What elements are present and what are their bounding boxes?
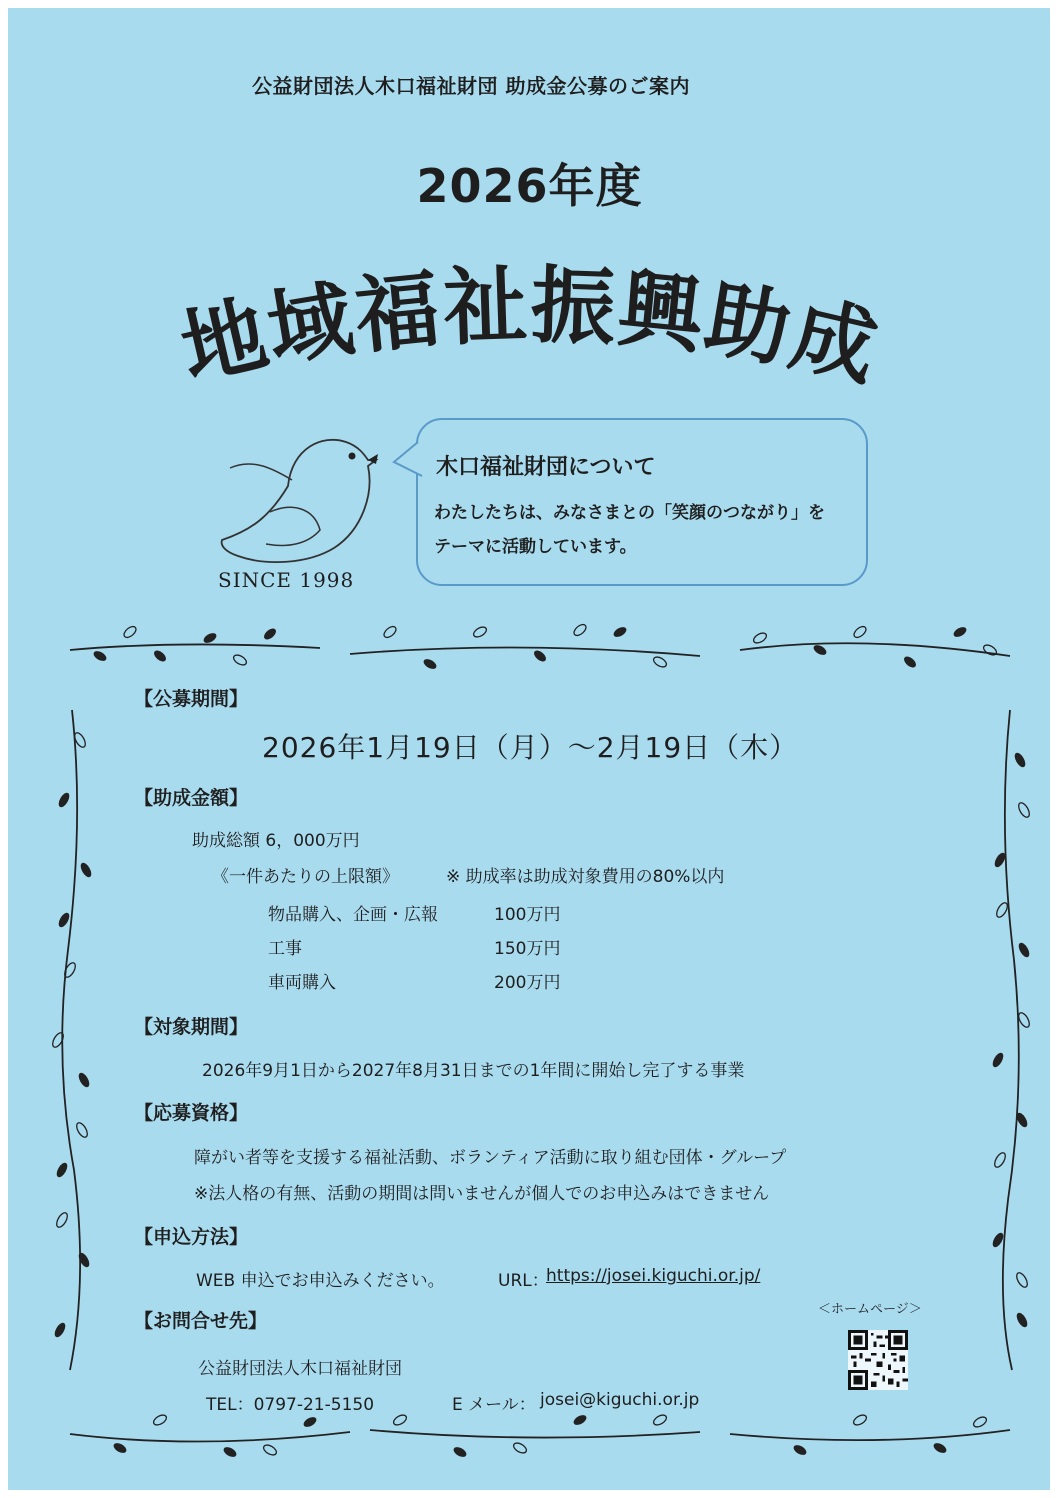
eligibility-line-2: ※法人格の有無、活動の期間は問いませんが個人でのお申込みはできません <box>194 1184 770 1204</box>
svg-text:地域福祉振興助成 <box>172 256 888 399</box>
period-heading: 【公募期間】 <box>134 688 249 710</box>
homepage-label: ＜ホームページ＞ <box>818 1302 922 1317</box>
amount-item-value: 200万円 <box>494 973 561 993</box>
contact-org: 公益財団法人木口福祉財団 <box>198 1359 402 1379</box>
main-title: 地域福祉振興助成 <box>172 256 888 399</box>
amount-item-value: 150万円 <box>494 939 561 959</box>
amount-item-label: 工事 <box>268 939 302 959</box>
amount-item-label: 車両購入 <box>268 973 336 993</box>
amount-total: 助成総額 6，000万円 <box>192 831 360 851</box>
eligibility-heading: 【応募資格】 <box>134 1102 249 1124</box>
eligibility-line-1: 障がい者等を支援する福祉活動、ボランティア活動に取り組む団体・グループ <box>194 1148 787 1168</box>
period-dates: 2026年1月19日（月）～2月19日（木） <box>262 731 799 764</box>
target-period-text: 2026年9月1日から2027年8月31日までの1年間に開始し完了する事業 <box>202 1061 745 1081</box>
since-label: SINCE 1998 <box>218 568 355 592</box>
amount-heading: 【助成金額】 <box>134 787 249 809</box>
amount-item-value: 100万円 <box>494 905 561 925</box>
target-period-heading: 【対象期間】 <box>134 1016 249 1038</box>
flyer-header: 公益財団法人木口福祉財団 助成金公募のご案内 <box>252 74 690 98</box>
apply-heading: 【申込方法】 <box>134 1226 249 1248</box>
qr-code-icon[interactable] <box>848 1330 908 1390</box>
main-title-graphic <box>170 230 890 400</box>
bubble-tail <box>392 438 432 482</box>
vine-left <box>44 700 104 1380</box>
vine-right <box>984 700 1044 1380</box>
about-title: 木口福祉財団について <box>436 455 656 480</box>
contact-email-label: E メール： <box>452 1395 536 1415</box>
year-title: 2026年度 <box>416 159 643 213</box>
amount-item-label: 物品購入、企画・広報 <box>268 905 438 925</box>
apply-text: WEB 申込でお申込みください。 <box>196 1271 445 1291</box>
contact-heading: 【お問合せ先】 <box>134 1310 268 1332</box>
apply-url-link[interactable]: https://josei.kiguchi.or.jp/ <box>546 1266 761 1286</box>
contact-tel: TEL：0797-21-5150 <box>206 1395 375 1415</box>
vine-divider-top <box>60 610 1020 680</box>
amount-rate-note: ※ 助成率は助成対象費用の80%以内 <box>446 867 725 887</box>
contact-email: josei@kiguchi.or.jp <box>540 1390 700 1410</box>
vine-divider-bottom <box>60 1404 1020 1474</box>
about-line-2: テーマに活動しています。 <box>434 537 637 557</box>
amount-limit-label: 《一件あたりの上限額》 <box>212 867 399 887</box>
apply-url-label: URL： <box>498 1271 549 1291</box>
about-line-1: わたしたちは、みなさまとの「笑顔のつながり」を <box>434 503 825 523</box>
